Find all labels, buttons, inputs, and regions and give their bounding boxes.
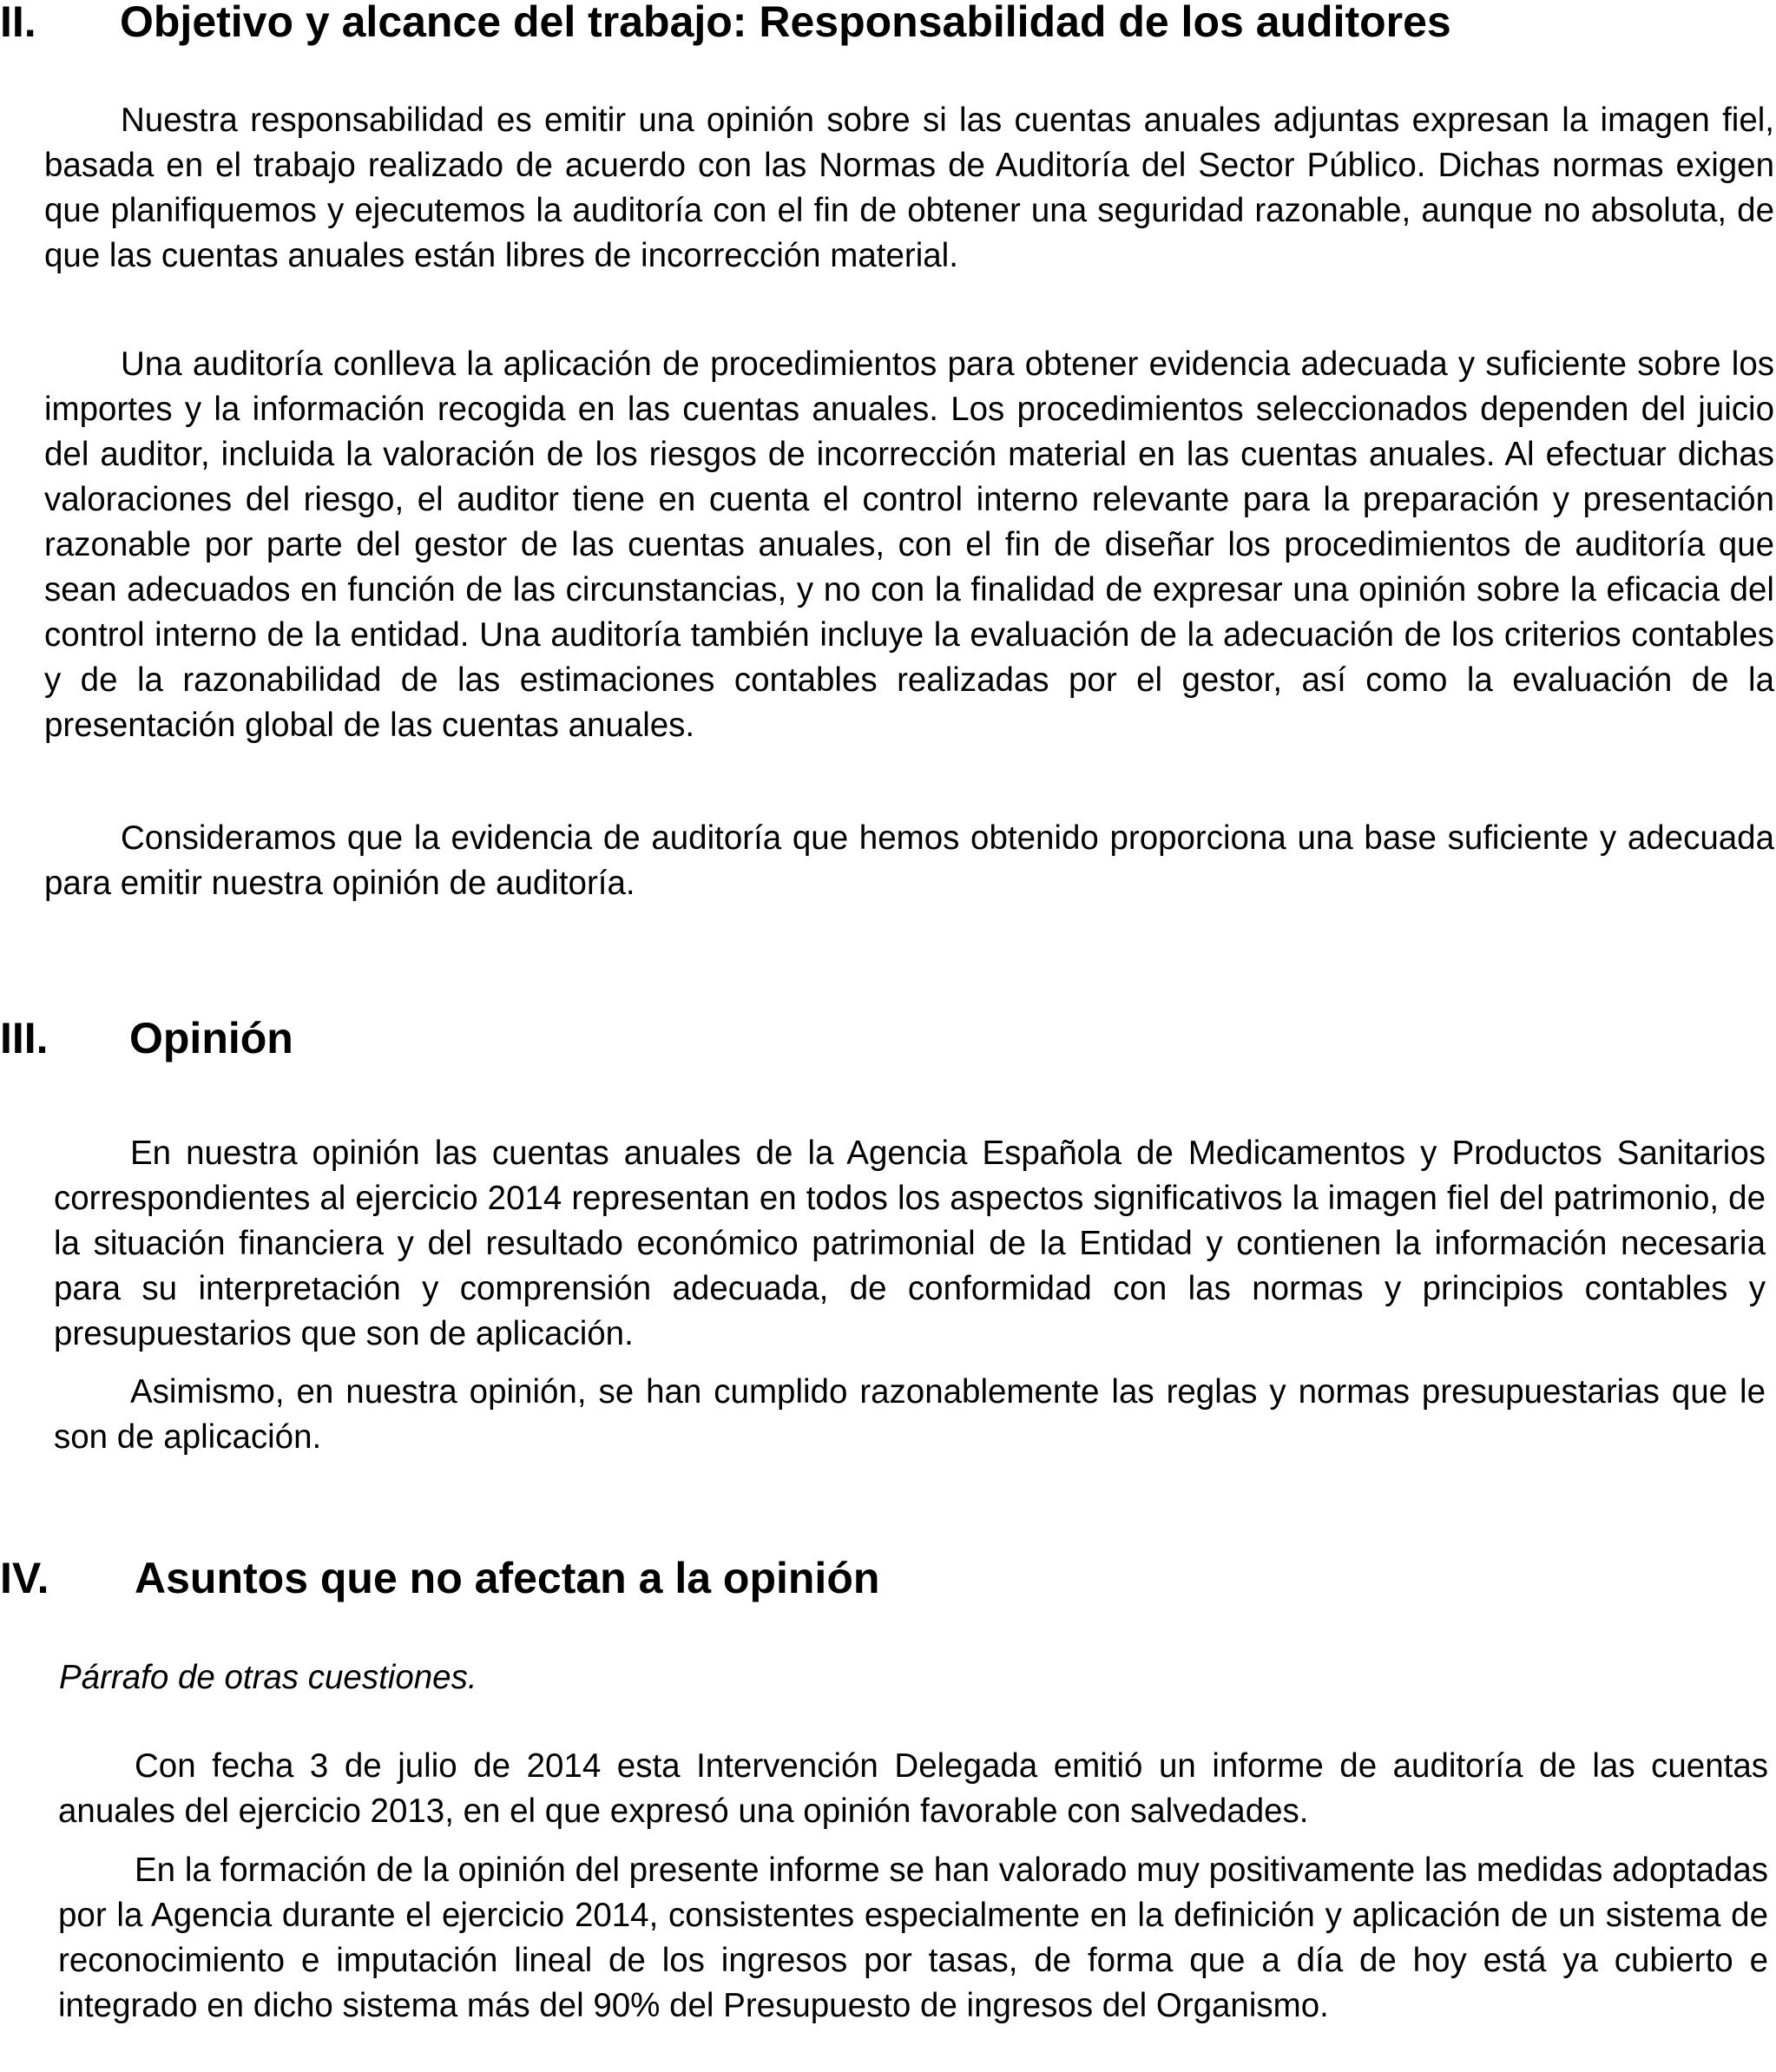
section-4-title: Asuntos que no afectan a la opinión (135, 1554, 880, 1602)
section-3-number: III. (0, 1014, 49, 1062)
section-2-paragraph-1: Nuestra responsabilidad es emitir una opinión sobre si las cuentas anuales adjuntas expresan la imagen fiel, basada en el trabajo realizado de acuerdo con las Normas de Auditoría del Sector Público. Dichas normas exigen que planifiquemos y ejecutemos la auditoría con el fin de obtener una seguridad razonable, aunque no absoluta, de que las cuentas anuales están libres de incorrección material. (44, 102, 1774, 274)
section-4-subheading: Párrafo de otras cuestiones. (59, 1659, 477, 1696)
section-2-paragraph-2: Una auditoría conlleva la aplicación de procedimientos para obtener evidencia adecuada y suficiente sobre los importes y la información recogida en las cuentas anuales. Los procedimientos seleccionados dependen del juicio del auditor, incluida la valoración de los riesgos de incorrección material en las cuentas anuales. Al efectuar dichas valoraciones del riesgo, el auditor tiene en cuenta el control interno relevante para la preparación y presentación razonable por parte del gestor de las cuentas anuales, con el fin de diseñar los procedimientos de auditoría que sean adecuados en función de las circunstancias, y no con la finalidad de expresar una opinión sobre la eficacia del control interno de la entidad. Una auditoría también incluye la evaluación de la adecuación de los criterios contables y de la razonabilidad de las estimaciones contables realizadas por el gestor, así como la evaluación de la presentación global de las cuentas anuales. (44, 345, 1774, 744)
section-3-paragraph-2: Asimismo, en nuestra opinión, se han cumplido razonablemente las reglas y normas presupuestarias que le son de aplicación. (54, 1373, 1766, 1456)
section-3-title: Opinión (129, 1014, 293, 1062)
section-2-paragraph-3: Consideramos que la evidencia de auditoría que hemos obtenido proporciona una base suficiente y adecuada para emitir nuestra opinión de auditoría. (44, 819, 1774, 902)
section-4-paragraph-1: Con fecha 3 de julio de 2014 esta Intervención Delegada emitió un informe de auditoría de las cuentas anuales del ejercicio 2013, en el que expresó una opinión favorable con salvedades. (58, 1747, 1768, 1830)
section-4-paragraph-2: En la formación de la opinión del presente informe se han valorado muy positivamente las medidas adoptadas por la Agencia durante el ejercicio 2014, consistentes especialmente en la definición y aplicación de un sistema de reconocimiento e imputación lineal de los ingresos por tasas, de forma que a día de hoy está ya cubierto e integrado en dicho sistema más del 90% del Presupuesto de ingresos del Organismo. (58, 1852, 1768, 2024)
section-2-number: II. (0, 0, 36, 46)
section-4-number: IV. (0, 1554, 49, 1602)
section-2-title: Objetivo y alcance del trabajo: Responsabilidad de los auditores (120, 0, 1451, 46)
section-3-paragraph-1: En nuestra opinión las cuentas anuales de la Agencia Española de Medicamentos y Productos Sanitarios correspondientes al ejercicio 2014 representan en todos los aspectos significativos la imagen fiel del patrimonio, de la situación financiera y del resultado económico patrimonial de la Entidad y contienen la información necesaria para su interpretación y comprensión adecuada, de conformidad con las normas y principios contables y presupuestarios que son de aplicación. (54, 1135, 1766, 1352)
